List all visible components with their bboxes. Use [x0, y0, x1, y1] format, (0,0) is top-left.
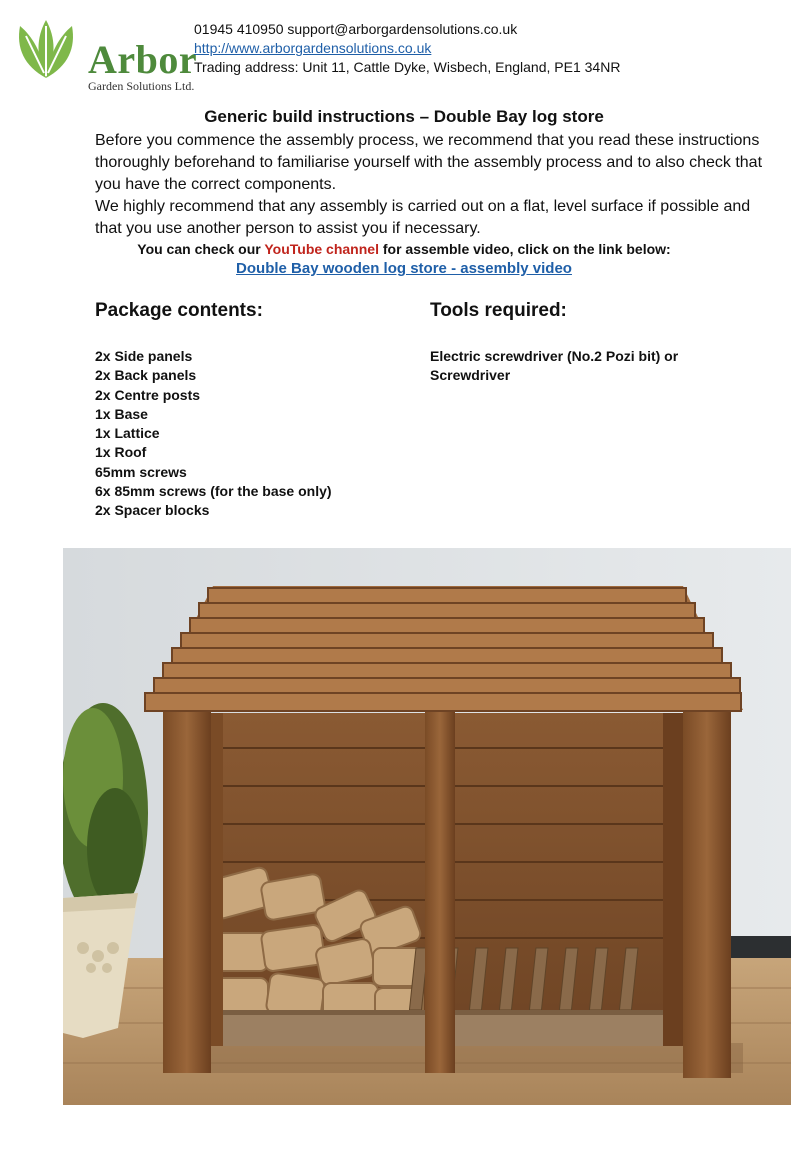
youtube-notice [0, 241, 808, 257]
video-link-row [0, 260, 808, 277]
package-contents-heading: Package contents: [95, 300, 263, 321]
list-item: 1x Lattice [95, 425, 160, 442]
tools-required-list [430, 347, 730, 386]
log-store-illustration [63, 548, 791, 1105]
brand-name: Arbor [88, 37, 198, 82]
list-item: 2x Centre posts [95, 386, 201, 403]
brand-logo [14, 18, 198, 93]
intro-paragraph-1: Before you commence the assembly process, we recommend that you read these instructions thoroughly beforehand to familiarise yourself with the assembly process and to also check that you have the correct components. [95, 132, 763, 193]
assembly-video-link[interactable]: Double Bay wooden log store - assembly video [236, 260, 572, 277]
brand-subtitle: Garden Solutions Ltd. [88, 79, 195, 93]
list-item: 2x Side panels [95, 348, 193, 364]
youtube-prefix: You can check our [137, 241, 265, 257]
list-item: 1x Roof [95, 444, 147, 461]
list-item: 1x Base [95, 405, 148, 422]
package-contents-list [95, 347, 332, 521]
contact-block [194, 20, 620, 77]
intro-text [95, 130, 775, 240]
intro-paragraph-2: We highly recommend that any assembly is carried out on a flat, level surface if possible and that you use another person to assist you if necessary. [95, 198, 751, 237]
tools-required-heading: Tools required: [430, 300, 567, 321]
website-link[interactable]: http://www.arborgardensolutions.co.uk [194, 40, 432, 56]
list-item: 65mm screws [95, 463, 187, 480]
list-item: Electric screwdriver (No.2 Pozi bit) or Screwdriver [430, 348, 679, 384]
trading-address: Trading address: Unit 11, Cattle Dyke, Wisbech, England, PE1 34NR [194, 59, 621, 75]
list-item: 2x Back panels [95, 367, 197, 384]
youtube-channel-label: YouTube channel [264, 241, 379, 257]
list-item: 2x Spacer blocks [95, 502, 210, 519]
phone-email: 01945 410950 support@arborgardensolutions.co.uk [194, 21, 518, 37]
youtube-suffix: for assemble video, click on the link below: [378, 241, 671, 257]
list-item: 6x 85mm screws (for the base only) [95, 483, 332, 500]
leaf-logo-icon [14, 18, 78, 80]
log-store-photo [63, 548, 791, 1105]
page-title: Generic build instructions – Double Bay log store [204, 107, 604, 126]
